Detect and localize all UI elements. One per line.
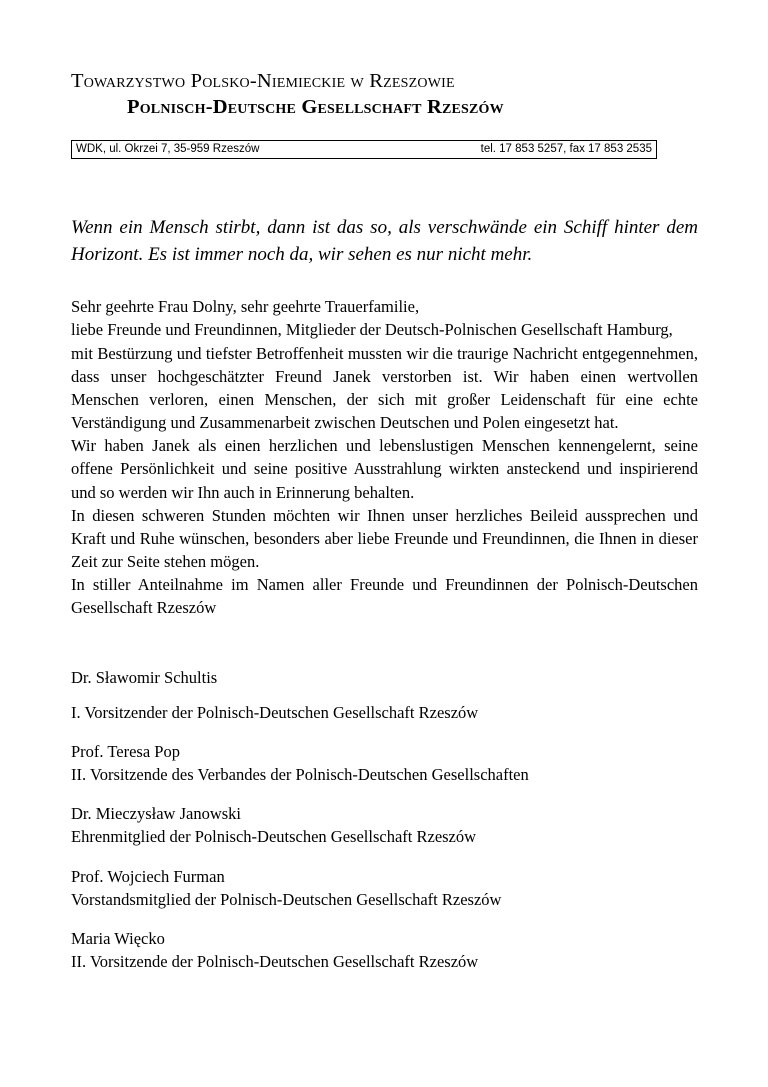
address-bar — [71, 140, 657, 159]
signatory-name: Prof. Teresa Pop — [71, 741, 180, 761]
salutation-line-2: liebe Freunde und Freundinnen, Mitglieder der Deutsch-Polnischen Gesellschaft Hamburg, — [71, 320, 673, 340]
signatory-role: Ehrenmitglied der Polnisch-Deutschen Gesellschaft Rzeszów — [71, 827, 477, 847]
salutation — [71, 295, 698, 341]
body-paragraph-3: In diesen schweren Stunden möchten wir Ihnen unser herzliches Beileid aussprechen und Kraft und Ruhe wünschen, besonders aber liebe Freunde und Freundinnen, die Ihnen in dieser Zeit zur Seite stehen mögen. — [71, 505, 698, 572]
signatory-role: II. Vorsitzende der Polnisch-Deutschen Gesellschaft Rzeszów — [71, 952, 479, 972]
organization-name-polish: Towarzystwo Polsko-Niemieckie w Rzeszowie — [71, 70, 455, 92]
signatory-name: Prof. Wojciech Furman — [71, 866, 225, 886]
contact-text: tel. 17 853 5257, fax 17 853 2535 — [480, 142, 652, 155]
letter-body — [71, 295, 698, 619]
signatory-role: I. Vorsitzender der Polnisch-Deutschen Gesellschaft Rzeszów — [71, 702, 479, 722]
signatory — [71, 740, 698, 786]
signatory — [71, 865, 698, 911]
body-paragraph-1: mit Bestürzung und tiefster Betroffenheit mussten wir die traurige Nachricht entgegennehmen, dass unser hochgeschätzter Freund Janek verstorben ist. Wir haben einen wertvollen Menschen verloren, einen Menschen, der sich mit großer Leidenschaft für eine echte Verständigung und Zusammenarbeit zwischen Deutschen und Polen eingesetzt hat. — [71, 343, 698, 433]
document-content — [71, 0, 698, 989]
address-text: WDK, ul. Okrzei 7, 35-959 Rzeszów — [76, 142, 260, 155]
body-paragraph-2: Wir haben Janek als einen herzlichen und lebenslustigen Menschen kennengelernt, seine offene Persönlichkeit und seine positive Ausstrahlung wirkten ansteckend und inspirierend und so werden wir Ihn auch in Erinnerung behalten. — [71, 436, 698, 502]
signatory-name: Maria Więcko — [71, 929, 165, 948]
signatory — [71, 666, 698, 724]
signatory-name: Dr. Mieczysław Janowski — [71, 804, 242, 824]
signatory-name: Dr. Sławomir Schultis — [71, 667, 218, 687]
address-bar-row — [72, 140, 657, 158]
signatory-role: Vorstandsmitglied der Polnisch-Deutschen Gesellschaft Rzeszów — [71, 889, 502, 909]
organization-name-german: Polnisch-Deutsche Gesellschaft Rzeszów — [127, 95, 504, 118]
salutation-line-1: Sehr geehrte Frau Dolny, sehr geehrte Trauerfamilie, — [71, 297, 420, 317]
body-paragraph-4: In stiller Anteilnahme im Namen aller Freunde und Freundinnen der Polnisch-Deutschen Gesellschaft Rzeszów — [71, 575, 698, 618]
letterhead — [71, 70, 698, 119]
signatory — [71, 802, 698, 848]
epigraph-quote: Wenn ein Mensch stirbt, dann ist das so, als verschwände ein Schiff hinter dem Horizont. Es ist immer noch da, wir sehen es nur nicht mehr. — [71, 217, 698, 266]
signatory — [71, 927, 698, 973]
signatory-role: II. Vorsitzende des Verbandes der Polnisch-Deutschen Gesellschaften — [71, 765, 529, 785]
signature-block — [71, 666, 698, 974]
